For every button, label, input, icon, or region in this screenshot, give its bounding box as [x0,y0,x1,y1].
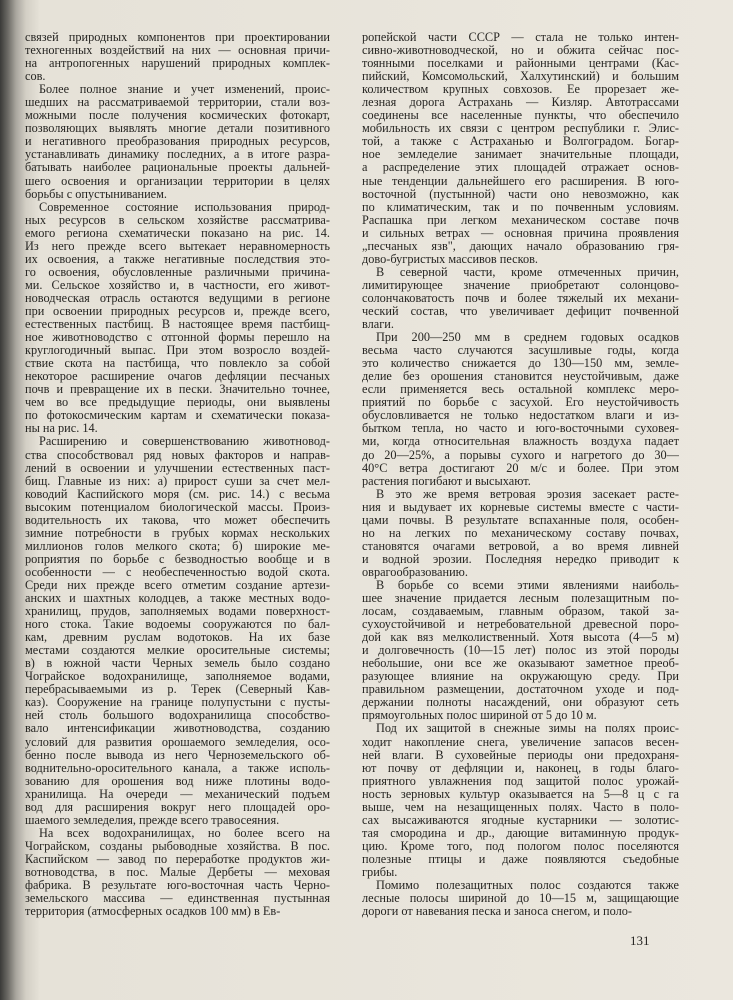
text-line: ней столь большого водохранилища способство- [25,709,330,723]
text-line: на антропогенных нарушений природных комплек- [25,57,330,71]
text-line: дороги от навевания песка и заноса снегом, и поло- [362,905,633,919]
text-line: вотноводства, в пос. Малые Дербеты — меховая [25,866,330,879]
text-line: и водной эрозии. Последняя нередко приводит к [362,552,679,566]
text-line: хранилищ, прудов, заполняемых водами поверхност- [25,605,330,619]
text-line: ходит накопление снега, увеличение запасов весен- [362,735,679,749]
text-line: при освоении природных ресурсов и, прежде всего, [25,304,330,318]
text-line: дово-бугристых массивов песков. [362,252,538,266]
text-line: Более полное знание и учет изменений, проис- [39,83,330,97]
text-line: лимитирующее значение приобретают солонцово- [362,278,679,292]
text-line: В борьбе со всеми этими явлениями наиболь- [376,578,679,592]
paragraph [25,827,330,918]
text-line: это количество снижается до 130—150 мм, земле- [362,357,679,371]
text-line: делие без орошения становится неустойчивым, даже [362,370,679,384]
paragraph [25,201,330,436]
text-line: растения погибают и высыхают. [362,474,531,488]
text-line: лосам, создаваемым, главным образом, такой за- [362,605,679,619]
text-line: Каспийском — завод по переработке продуктов жи- [25,852,330,866]
text-line: новодческая отрасль остаются ведущими в регионе [25,291,330,305]
text-line: сах высаживаются ягодные кустарники — золотис- [362,813,679,827]
text-line: ные тенденции дальнейшего его расширения. В юго- [362,174,679,188]
text-line: ния и выдувает их корневые системы вместе с части- [362,500,679,514]
text-line: и негативного преобразования природных ресурсов, [25,135,330,149]
text-line: ми. Сельское хозяйство и, в частности, его живот- [25,278,330,292]
text-line: перебрасываемыми из р. Терек (Северный Кав- [25,683,330,697]
text-line: фабрика. В результате юго-восточная часть Черно- [25,879,330,893]
text-line: анских и шахтных колодцев, а также местных водо- [25,592,330,606]
text-line: ность зерновых культур оказывается на 5—8 ц с га [362,787,679,801]
text-line: в) в южной части Черных земель было создано [25,657,330,671]
text-line: „песчаных язв", дающих начало образованию гря- [362,239,679,253]
paragraph [362,722,679,879]
text-line: ное земледелие занимает значительные площади, [362,148,679,162]
text-column-left [25,31,330,918]
text-line: небольшие, они все же оказывают заметное преоб- [362,657,679,671]
text-line: по фотокосмическим картам и схематически показа- [25,409,330,423]
text-line: круглогодичный выпас. При этом возросло воздей- [25,344,330,358]
text-line: весьма часто случаются засушливые годы, когда [362,344,679,358]
text-line: соединены все населенные пункты, что обеспечило [362,109,679,123]
text-line: приятного увлажнения под защитой полос урожай- [362,774,679,788]
text-line: кам, древним руслам водотоков. На их базе [25,631,330,645]
paragraph [362,879,679,918]
text-line: Распашка при легком механическом составе почв [362,213,679,227]
text-line: обусловливается не только недостатком влаги и из- [362,409,679,423]
text-line: Помимо полезащитных полос создаются также [376,879,679,893]
text-line: а распределение этих площадей отражает основ- [362,161,679,175]
text-line: цию. Кроме того, под пологом полос поселяются [362,839,679,853]
text-line: лений в освоении и улучшении естественных паст- [25,461,330,475]
paragraph [362,266,679,331]
text-line: высоким потенциалом биологической массы. Произ- [25,500,330,514]
text-line: ней влаги. В суховейные периоды они предохраня- [362,748,679,762]
text-line: шаемого земледелия, прежде всего травосеяния. [25,813,280,827]
text-line: лезная дорога Астрахань — Кизляр. Автотрассами [362,96,679,110]
text-line: естественных пастбищ. В настоящее время пастбищ- [25,318,330,332]
text-line: ного стока. Такие водоемы сооружаются по бал- [25,618,330,632]
text-line: солончаковатость почв и более тяжелый их механи- [362,291,679,305]
text-line: можными после получения космических фотокарт, [25,109,330,123]
text-line: ми, когда относительная влажность воздуха падает [362,435,679,449]
text-line: если применяется весь остальной комплекс меро- [362,383,679,397]
text-line: ное животноводство с отгонной формы перешло на [25,331,330,345]
text-line: Из него прежде всего вытекает неравномерность [25,239,330,253]
text-line: почв и превращение их в пески. Значительно точнее, [25,383,330,397]
text-line: чем во все предыдущие периоды, они выявлены [25,396,330,410]
text-line: ства способствовал ряд новых факторов и направ- [25,448,330,462]
text-line: бытком тепла, но часто и юго-восточными суховея- [362,422,679,436]
text-line: количеством крупных совхозов. Ее прорезает же- [362,83,679,97]
text-line: грибы. [362,866,398,879]
text-line: держании полноты насаждений, они образуют сеть [362,696,679,710]
text-line: устанавливать динамику последних, а в итоге разра- [25,148,330,162]
text-line: При 200—250 мм в среднем годовых осадков [376,331,679,345]
text-line: условий для развития орошаемого земледелия, осо- [25,735,330,749]
text-line: миллионов голов мелкого скота; б) широкие ме- [25,539,330,553]
text-line: связей природных компонентов при проектировании [25,31,330,44]
text-line: позволяющих выявлять многие детали позитивного [25,122,330,136]
text-line: выше, чем на незащищенных полях. Часто в поло- [362,800,679,814]
text-line: приятий по борьбе с засухой. Его неустойчивость [362,396,679,410]
text-line: до 20—25%, а порывы сухого и нагретого до 30— [362,448,679,462]
text-line: восточной (пустынной) части оно невозможно, как [362,187,679,201]
paragraph [362,31,679,266]
text-line: правильном размещении, достаточном уходе и под- [362,683,679,697]
text-line: ных ресурсов в сельском хозяйстве рассматрива- [25,213,330,227]
text-line: хранилища. На очереди — механический подъем [25,787,330,801]
paragraph [25,83,330,200]
text-line: ствие скота на пастбища, что повлекло за собой [25,357,330,371]
text-line: ны на рис. 14. [25,422,98,436]
text-line: бенно после вывода из него Черноземельского об- [25,748,330,762]
text-line: той, а также с Астраханью и Волгоградом. Богар- [362,135,679,149]
text-line: воднительно-оросительного канала, а также исполь- [25,761,330,775]
page-number: 131 [630,933,650,948]
text-line: земельского массива — единственная пустынная [25,892,330,906]
text-line: и сильных ветрах — основная причина проявления [362,226,679,240]
text-line: шего освоения и организации территории в целях [25,174,330,188]
paragraph [25,31,330,83]
text-line: зимние потребности в грубых кормах нескольких [25,526,330,540]
paragraph [25,435,330,826]
text-line: тоянными поселками и районными центрами (Кас- [362,57,679,71]
text-line: техногенных воздействий на них — основная причи- [25,44,330,58]
text-line: их освоения, а также негативные последствия это- [25,252,330,266]
text-line: полезные птицы и даже появляются съедобные [362,852,679,866]
text-line: ководий Каспийского моря (см. рис. 14.) с весьма [25,487,330,501]
text-line: мобильность их связи с центром республики г. Элис- [362,122,679,136]
text-line: Современное состояние использования природ- [39,200,330,214]
text-line: особенности — с необеспеченностью водой скота. [25,565,330,579]
text-line: Чограйское водохранилище, заполняемое водами, [25,670,330,684]
text-line: Под их защитой в снежные зимы на полях проис- [376,722,679,736]
text-line: сухоустойчивой и нетребовательной древесной поро- [362,618,679,632]
text-line: ропейской части СССР — стала не только интен- [362,31,679,44]
text-line: влаги. [362,318,394,332]
text-line: пийский, Комсомольский, Халхутинский) и большим [362,70,679,84]
text-line: 40°С ветра достигают 20 м/с и более. При этом [362,461,679,475]
text-line: дой как вяз мелколиственный. Хотя высота (4—5 м) [362,631,679,645]
text-line: некоторое расширение очагов дефляции песчаных [25,370,330,384]
text-line: тая смородина и др., дающие витаминную продук- [362,826,679,840]
text-line: На всех водохранилищах, но более всего на [39,826,330,840]
text-line: по климатическим, так и по почвенным условиям. [362,200,679,214]
text-line: разующее влияние на окружающую среду. При [362,670,679,684]
paragraph [362,331,679,488]
text-line: ческий состав, что увеличивает дефицит почвенной [362,304,679,318]
text-line: В северной части, кроме отмеченных причин, [376,265,679,279]
text-line: го освоения, обусловленные различными причина- [25,265,330,279]
text-line: сов. [25,70,46,84]
text-line: но на легких по механическому составу почвах, [362,526,679,540]
text-line: бищ. Главные из них: а) прирост суши за счет мел- [25,474,330,488]
text-line: шее значение придается лесным полезащитным по- [362,592,679,606]
text-line: батывать наиболее рациональные проекты дальней- [25,161,330,175]
text-line: территория (атмосферных осадков 100 мм) в Ев- [25,905,281,919]
text-line: становятся очагами ветровой, а во время ливней [362,539,679,553]
text-line: В это же время ветровая эрозия засекает расте- [376,487,679,501]
text-column-right [362,31,679,918]
text-line: каз). Сооружение на границе полупустыни с пусты- [25,696,330,710]
text-line: шедших на рассматриваемой территории, стали воз- [25,96,330,110]
text-line: ют почву от дефляции и, наконец, в годы благо- [362,761,679,775]
text-line: Чограйском, созданы рыбоводные хозяйства. В пос. [25,839,330,853]
text-line: оврагообразованию. [362,565,468,579]
text-line: местами создаются мелкие оросительные системы; [25,644,330,658]
text-line: сивно-животноводческой, но и обжита сейчас пос- [362,44,679,58]
text-line: водительность их такова, что может обеспечить [25,513,330,527]
text-line: прямоугольных полос шириной от 5 до 10 м. [362,709,597,723]
text-line: цами почвы. В результате вспаханные поля, особен- [362,513,679,527]
paragraph [362,579,679,723]
text-line: вод для расширения вокруг него площадей оро- [25,800,330,814]
text-line: вало интенсификации животноводства, созданию [25,722,330,736]
text-line: емого региона схематически показано на рис. 14. [25,226,330,240]
text-line: и долговечность (10—15 лет) полос из этой породы [362,644,679,658]
text-line: Расширению и совершенствованию животновод- [39,435,330,449]
text-line: роприятия по борьбе с безводностью вообще и в [25,552,330,566]
paragraph [362,488,679,579]
text-line: Среди них прежде всего отметим создание артези- [25,578,330,592]
text-line: зованию для орошения вод ниже плотины водо- [25,774,330,788]
text-line: борьбы с опустыниванием. [25,187,167,201]
text-line: лесные полосы шириной до 10—15 м, защищающие [362,892,679,906]
